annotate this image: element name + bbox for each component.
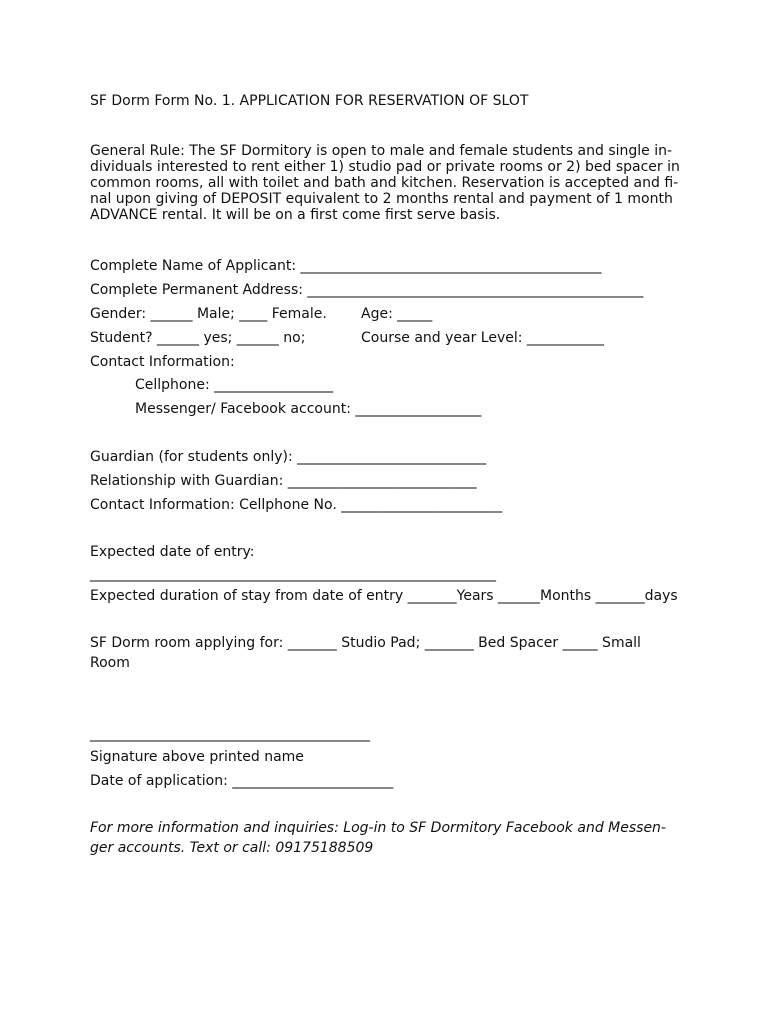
messenger-facebook-field: Messenger/ Facebook account: __________________ bbox=[135, 401, 482, 417]
course-year-field: Course and year Level: ___________ bbox=[361, 330, 604, 346]
age-field: Age: _____ bbox=[361, 306, 433, 322]
footer-note-line: For more information and inquiries: Log-in to SF Dormitory Facebook and Messen- bbox=[90, 820, 666, 836]
footer-note-line: ger accounts. Text or call: 09175188509 bbox=[90, 840, 374, 856]
general-rule-line: dividuals interested to rent either 1) studio pad or private rooms or 2) bed spacer in bbox=[90, 159, 680, 175]
room-type-field-continued: Room bbox=[90, 655, 130, 671]
guardian-contact-field: Contact Information: Cellphone No. _______________________ bbox=[90, 497, 503, 513]
guardian-relationship-field: Relationship with Guardian: ___________________________ bbox=[90, 473, 477, 489]
gender-field: Gender: ______ Male; ____ Female. bbox=[90, 306, 327, 322]
student-field: Student? ______ yes; ______ no; bbox=[90, 330, 306, 346]
general-rule-line: General Rule: The SF Dormitory is open to male and female students and single in- bbox=[90, 143, 673, 159]
applicant-name-field: Complete Name of Applicant: ___________________________________________ bbox=[90, 258, 602, 274]
permanent-address-field: Complete Permanent Address: ________________________________________________ bbox=[90, 282, 644, 298]
form-title: SF Dorm Form No. 1. APPLICATION FOR RESERVATION OF SLOT bbox=[90, 93, 529, 109]
entry-date-label: Expected date of entry: bbox=[90, 544, 255, 560]
guardian-field: Guardian (for students only): ___________________________ bbox=[90, 449, 487, 465]
entry-date-blank: __________________________________________________________ bbox=[90, 566, 496, 582]
general-rule-paragraph bbox=[90, 143, 680, 223]
signature-blank: ________________________________________ bbox=[90, 726, 370, 742]
application-date-field: Date of application: _______________________ bbox=[90, 773, 394, 789]
general-rule-line: common rooms, all with toilet and bath and kitchen. Reservation is accepted and fi- bbox=[90, 175, 679, 191]
general-rule-line: nal upon giving of DEPOSIT equivalent to 2 months rental and payment of 1 month bbox=[90, 191, 673, 207]
cellphone-field: Cellphone: _________________ bbox=[135, 377, 334, 393]
contact-information-label: Contact Information: bbox=[90, 354, 235, 370]
stay-duration-field: Expected duration of stay from date of entry _______Years ______Months _______days bbox=[90, 588, 678, 604]
general-rule-line: ADVANCE rental. It will be on a first come first serve basis. bbox=[90, 207, 501, 223]
room-type-field: SF Dorm room applying for: _______ Studio Pad; _______ Bed Spacer _____ Small bbox=[90, 635, 641, 651]
signature-label: Signature above printed name bbox=[90, 749, 304, 765]
